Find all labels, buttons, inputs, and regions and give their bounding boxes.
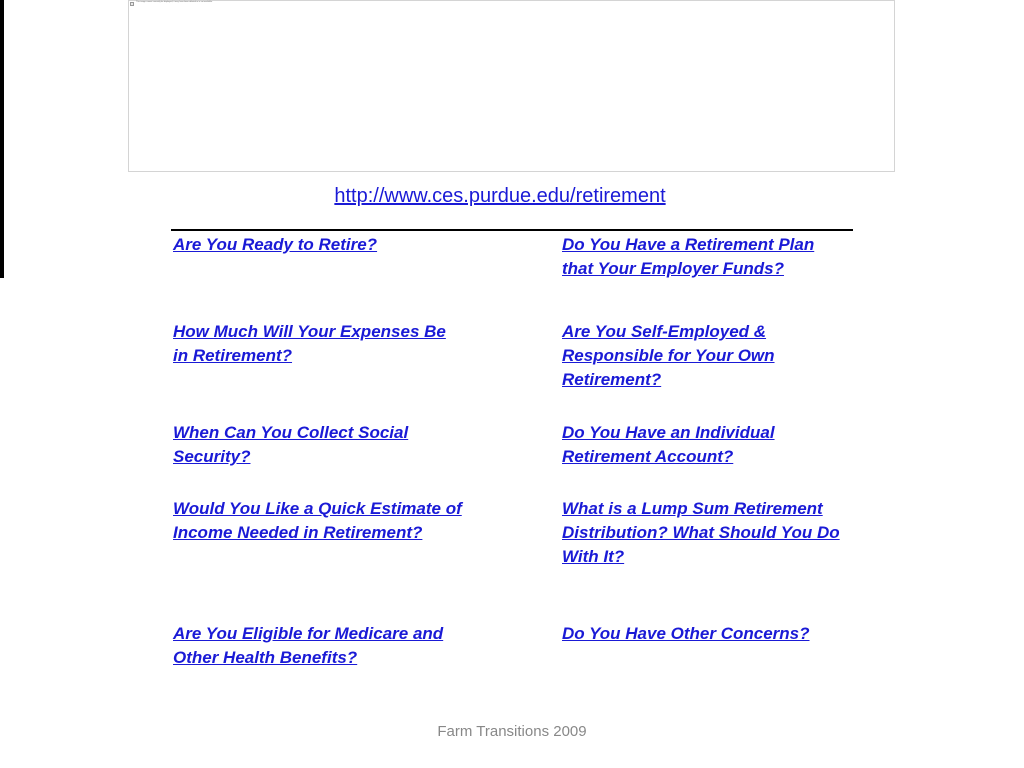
link-medicare-health-benefits[interactable]: Are You Eligible for Medicare and Other Health Benefits? xyxy=(173,624,444,667)
link-quick-income-estimate[interactable]: Would You Like a Quick Estimate of Income Needed in Retirement? xyxy=(173,499,462,542)
link-collect-social-security[interactable]: When Can You Collect Social Security? xyxy=(173,423,409,466)
link-self-employed-retirement[interactable]: Are You Self-Employed & Responsible for Your Own Retirement? xyxy=(562,322,775,389)
broken-image-icon xyxy=(130,2,134,6)
link-ready-to-retire[interactable]: Are You Ready to Retire? xyxy=(173,235,378,254)
left-edge-bar xyxy=(0,0,4,278)
link-individual-retirement-account[interactable]: Do You Have an Individual Retirement Account? xyxy=(562,423,775,466)
link-expenses-in-retirement[interactable]: How Much Will Your Expenses Be in Retirement? xyxy=(173,322,446,365)
header-image-placeholder xyxy=(128,0,895,172)
footer-text: Farm Transitions 2009 xyxy=(437,723,587,740)
divider-line xyxy=(171,229,853,231)
image-alt-text: This image cannot currently be displayed; it may have been deleted or is not available. xyxy=(136,1,213,3)
link-employer-retirement-plan[interactable]: Do You Have a Retirement Plan that Your Employer Funds? xyxy=(562,235,815,278)
retirement-url-link[interactable]: http://www.ces.purdue.edu/retirement xyxy=(334,185,666,207)
link-lump-sum-distribution[interactable]: What is a Lump Sum Retirement Distribution? What Should You Do With It? xyxy=(562,499,840,566)
link-other-concerns[interactable]: Do You Have Other Concerns? xyxy=(562,624,810,643)
